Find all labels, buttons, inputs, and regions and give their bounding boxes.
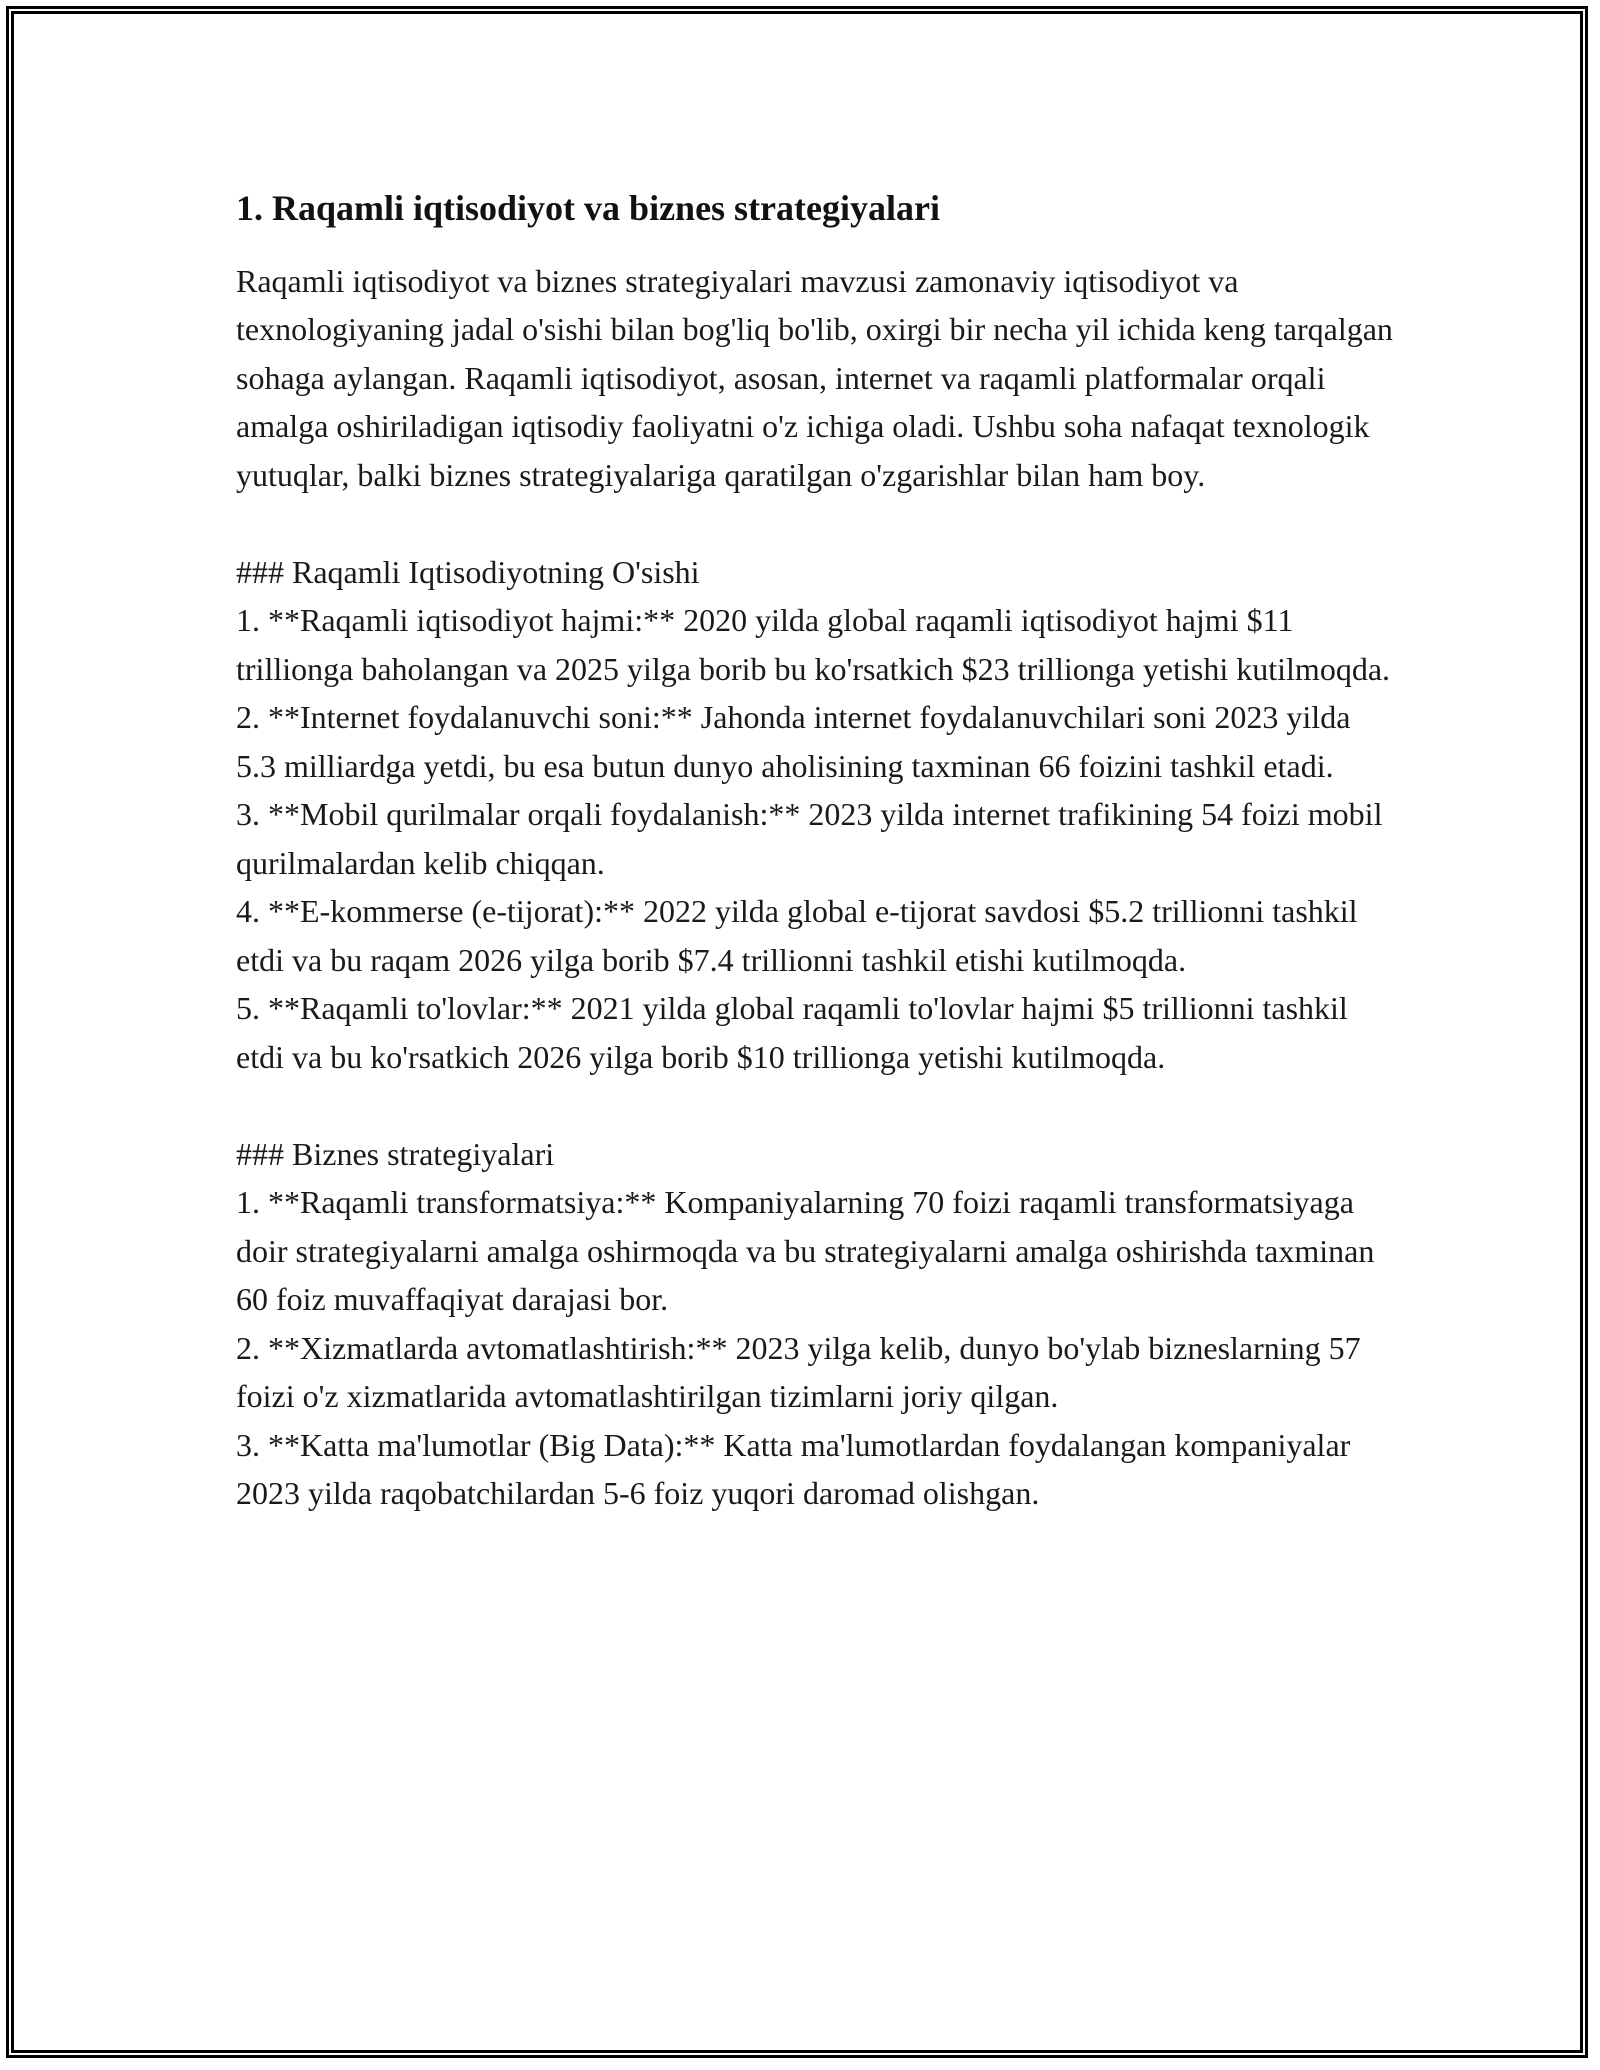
- section-digital-economy-growth: [236, 548, 1396, 1082]
- list-item: 4. **E-kommerse (e-tijorat):** 2022 yilda global e-tijorat savdosi $5.2 trillionni tashkil etdi va bu raqam 2026 yilga borib $7.4 trillionni tashkil etishi kutilmoqda.: [236, 893, 1358, 978]
- list-item: 5. **Raqamli to'lovlar:** 2021 yilda global raqamli to'lovlar hajmi $5 trillionni tashkil etdi va bu ko'rsatkich 2026 yilga borib $10 trillionga yetishi kutilmoqda.: [236, 990, 1348, 1075]
- document-title: 1. Raqamli iqtisodiyot va biznes strategiyalari: [236, 188, 940, 228]
- list-item: 3. **Katta ma'lumotlar (Big Data):** Katta ma'lumotlardan foydalangan kompaniyalar 2023 yilda raqobatchilardan 5-6 foiz yuqori daromad olishgan.: [236, 1426, 1351, 1512]
- section-business-strategies: [236, 1130, 1396, 1518]
- list-item: 3. **Mobil qurilmalar orqali foydalanish:** 2023 yilda internet trafikining 54 foizi mobil qurilmalardan kelib chiqqan.: [236, 796, 1383, 881]
- section-heading: ### Raqamli Iqtisodiyotning O'sishi: [236, 553, 700, 590]
- list-item: 2. **Internet foydalanuvchi soni:** Jahonda internet foydalanuvchilari soni 2023 yilda 5.3 milliardga yetdi, bu esa butun dunyo aholisining taxminan 66 foizini tashkil etadi.: [236, 699, 1351, 784]
- document-body: [236, 184, 1396, 1518]
- list-item: 1. **Raqamli iqtisodiyot hajmi:** 2020 yilda global raqamli iqtisodiyot hajmi $11 trillionga baholangan va 2025 yilga borib bu ko'rsatkich $23 trillionga yetishi kutilmoqda.: [236, 602, 1391, 687]
- intro-paragraph: Raqamli iqtisodiyot va biznes strategiyalari mavzusi zamonaviy iqtisodiyot va texnologiyaning jadal o'sishi bilan bog'liq bo'lib, oxirgi bir necha yil ichida keng tarqalgan sohaga aylangan. Raqamli iqtisodiyot, asosan, internet va raqamli platformalar orqali amalga oshiriladigan iqtisodiy faoliyatni o'z ichiga oladi. Ushbu soha nafaqat texnologik yutuqlar, balki biznes strategiyalariga qaratilgan o'zgarishlar bilan ham boy.: [236, 262, 1393, 493]
- list-item: 2. **Xizmatlarda avtomatlashtirish:** 2023 yilga kelib, dunyo bo'ylab bizneslarning 57 foizi o'z xizmatlarida avtomatlashtirilgan tizimlarni joriy qilgan.: [236, 1329, 1361, 1415]
- section-heading: ### Biznes strategiyalari: [236, 1135, 555, 1172]
- list-item: 1. **Raqamli transformatsiya:** Kompaniyalarning 70 foizi raqamli transformatsiyaga doir strategiyalarni amalga oshirmoqda va bu strategiyalarni amalga oshirishda taxminan 60 foiz muvaffaqiyat darajasi bor.: [236, 1184, 1375, 1318]
